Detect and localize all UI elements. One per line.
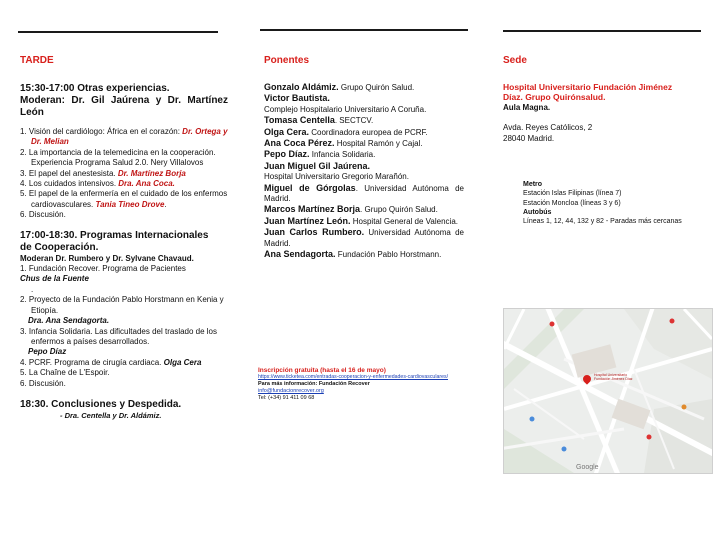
speaker-entry	[264, 93, 464, 115]
talk-speaker: Pepo Díaz	[28, 347, 67, 357]
bus-title: Autobús	[523, 209, 552, 216]
speaker-entry	[264, 149, 464, 160]
map-brand-logo: Google	[576, 464, 599, 471]
talk-item	[20, 379, 228, 389]
session2-talk-list	[20, 264, 228, 389]
venue-column	[503, 55, 708, 144]
session2-time-cont: de Cooperación.	[20, 241, 99, 253]
speaker-affiliation: Coordinadora europea de PCRF.	[309, 127, 428, 137]
talk-text: 5. La Chaîne de L'Espoir.	[20, 368, 110, 378]
talk-suffix: .	[164, 199, 167, 209]
speaker-entry	[264, 82, 464, 93]
speaker-entry	[264, 183, 464, 205]
talk-item	[20, 210, 228, 220]
talk-item	[20, 189, 228, 210]
session2-moderators: Moderan Dr. Rumbero y Dr. Sylvane Chavaud.	[20, 253, 194, 263]
speaker-affiliation: Grupo Quirón Salud.	[338, 83, 415, 92]
registration-phone: Tel: (+34) 91 411 09 68	[258, 395, 315, 401]
speaker-name: Tomasa Centella	[264, 115, 335, 126]
talk-suffix: .	[31, 284, 34, 294]
top-rule-left	[18, 31, 218, 33]
speaker-entry	[264, 204, 464, 215]
afternoon-title: TARDE	[20, 55, 54, 66]
speakers-title: Ponentes	[264, 55, 310, 66]
talk-text: 3. El papel del anestesista.	[20, 168, 118, 178]
speaker-affiliation: . Universidad Autónoma de Madrid.	[264, 183, 464, 204]
speaker-affiliation: Infancia Solidaria.	[309, 150, 376, 160]
venue-room: Aula Magna.	[503, 102, 551, 112]
speaker-entry	[264, 138, 464, 149]
talk-text: 3. Infancia Solidaria. Las dificultades del traslado de los enfermos a países desarrollados.	[20, 326, 218, 346]
map-graphic	[504, 309, 712, 473]
session1-moderators-cont: León	[20, 107, 44, 118]
speaker-entry	[264, 127, 464, 138]
speaker-affiliation: Universidad Autónoma de Madrid.	[264, 228, 464, 248]
speaker-name: Ana Sendagorta.	[264, 249, 336, 260]
talk-text: 2. Proyecto de la Fundación Pablo Horstmann en Kenia y Etiopía.	[20, 295, 224, 315]
speaker-affiliation: Hospital Universitario Gregorio Marañón.	[264, 172, 409, 182]
speaker-entry	[264, 227, 464, 249]
talk-item	[20, 264, 228, 295]
hospital-name-cont: Díaz. Grupo Quirónsalud.	[503, 92, 606, 103]
speaker-name: Marcos Martínez Borja	[264, 204, 361, 215]
address-city: 28040 Madrid.	[503, 133, 555, 143]
speaker-entry	[264, 161, 464, 183]
closing-speakers: - Dra. Centella y Dr. Aldámiz.	[60, 410, 162, 420]
speaker-entry	[264, 115, 464, 126]
speaker-name: Pepo Díaz.	[264, 149, 310, 160]
talk-speaker: Dra. Ana Coca.	[118, 179, 175, 189]
map-marker-label: Hospital Universitario Fundación Jiménez Díaz	[594, 373, 633, 381]
session1-moderators: Moderan: Dr. Gil Jaúrena y Dr. Martínez	[20, 95, 228, 106]
talk-speaker: Dr. Martínez Borja	[117, 168, 186, 178]
speaker-name: Gonzalo Aldámiz.	[264, 82, 339, 92]
talk-item	[20, 358, 228, 368]
talk-item	[20, 127, 228, 148]
metro-line-1: Estación Islas Filipinas (línea 7)	[523, 190, 622, 197]
speaker-name: Juan Miguel Gil Jaúrena.	[264, 160, 371, 171]
speaker-affiliation: . SECTCV.	[334, 116, 374, 126]
metro-line-2: Estación Moncloa (líneas 3 y 6)	[523, 199, 621, 207]
speaker-affiliation: Complejo Hospitalario Universitario A Coruña.	[264, 104, 427, 114]
talk-item	[20, 148, 228, 169]
talk-speaker: Dr. Ortega y Dr. Melian	[31, 127, 228, 147]
speakers-column	[264, 55, 464, 261]
session1-talk-list	[20, 127, 228, 221]
top-rule-right	[503, 30, 701, 32]
bus-lines: Líneas 1, 12, 44, 132 y 82 - Paradas más cercanas	[523, 218, 682, 225]
hospital-name: Hospital Universitario Fundación Jiménez	[503, 82, 673, 92]
speakers-list	[264, 82, 464, 261]
address-street: Avda. Reyes Católicos, 2	[503, 123, 593, 133]
talk-speaker: Olga Cera	[163, 357, 202, 367]
talk-text: 4. Los cuidados intensivos.	[20, 179, 119, 189]
registration-info: Para más información: Fundación Recover	[258, 381, 370, 387]
talk-text: 1. Visión del cardiólogo: África en el corazón:	[20, 127, 183, 136]
talk-text: 5. El papel de la enfermería en el cuidado de los enfermos cardiovasculares.	[20, 189, 228, 209]
talk-text: 6. Discusión.	[20, 210, 66, 220]
registration-title: Inscripción gratuita (hasta el 16 de mayo)	[258, 367, 386, 374]
closing-title: 18:30. Conclusiones y Despedida.	[20, 398, 182, 410]
talk-text: 1. Fundación Recover. Programa de Pacientes	[20, 264, 186, 274]
speaker-name: Juan Carlos Rumbero.	[264, 227, 365, 238]
registration-link[interactable]: https://www.ticketea.com/entradas-cooperacion-y-enfermedades-cardiovasculares/	[258, 374, 449, 380]
talk-item	[20, 295, 228, 326]
registration-email[interactable]: info@fundacionrecover.org	[258, 388, 324, 394]
talk-item	[20, 327, 228, 358]
talk-speaker: Chus de la Fuente	[20, 274, 89, 284]
speaker-name: Victor Bautista.	[264, 93, 330, 104]
transport-block	[523, 180, 693, 227]
speaker-name: Olga Cera.	[264, 126, 310, 137]
talk-item	[20, 368, 228, 378]
talk-item	[20, 169, 228, 179]
top-rule-middle	[260, 29, 468, 31]
talk-text: 2. La importancia de la telemedicina en la cooperación. Experiencia Programa Salud 2.0. Nery Villalovos	[20, 147, 216, 168]
session2-time: 17:00-18:30. Programas Internacionales	[20, 229, 209, 241]
metro-title: Metro	[523, 181, 543, 188]
speaker-affiliation: Fundación Pablo Horstmann.	[335, 250, 442, 260]
talk-text: 6. Discusión.	[20, 378, 66, 388]
talk-speaker: Dra. Ana Sendagorta.	[28, 316, 110, 326]
talk-text: 4. PCRF. Programa de cirugía cardiaca.	[20, 357, 164, 367]
speaker-name: Ana Coca Pérez.	[264, 138, 335, 149]
registration-block	[258, 367, 498, 402]
speaker-affiliation: Hospital General de Valencia.	[350, 216, 458, 226]
program-column	[20, 55, 228, 421]
speaker-affiliation: Hospital Ramón y Cajal.	[334, 139, 423, 149]
speaker-name: Juan Martínez León.	[264, 215, 351, 226]
talk-speaker: Tania Tineo Drove	[95, 199, 165, 209]
speaker-entry	[264, 249, 464, 260]
speaker-entry	[264, 216, 464, 227]
session1-time: 15:30-17:00 Otras experiencias.	[20, 83, 170, 94]
venue-title: Sede	[503, 55, 527, 66]
location-map[interactable]	[503, 308, 713, 474]
talk-item	[20, 179, 228, 189]
speaker-name: Miguel de Górgolas	[264, 182, 356, 193]
speaker-affiliation: . Grupo Quirón Salud.	[360, 205, 438, 215]
